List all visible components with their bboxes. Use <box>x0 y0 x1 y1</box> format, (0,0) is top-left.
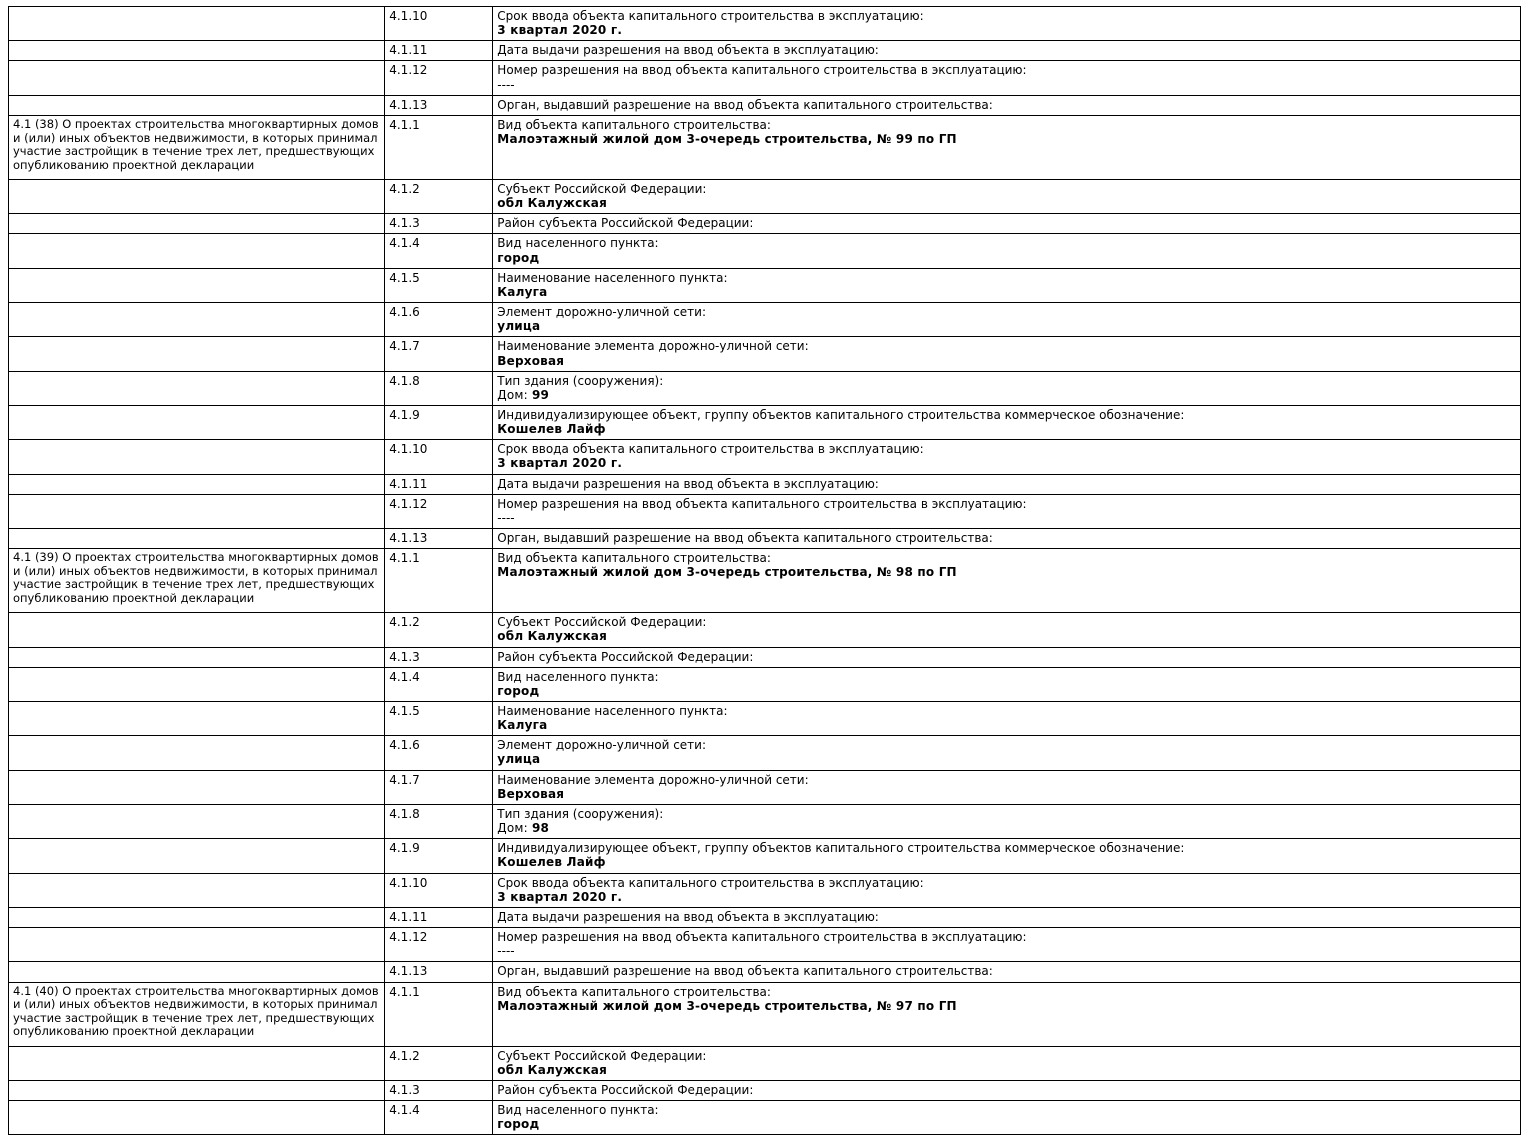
section-cell: 4.1 (40) О проектах строительства многоквартирных домов и (или) иных объектов недвижимости, в которых принимал участие застройщик в течение трех лет, предшествующих опубликованию проектной декларации <box>9 982 385 1046</box>
value-cell <box>493 907 1521 927</box>
value-label: Наименование населенного пункта: <box>497 270 728 285</box>
code-cell: 4.1.13 <box>385 962 493 982</box>
value-text: Кошелев Лайф <box>497 855 606 870</box>
value-text <box>497 821 1516 835</box>
value-label: Орган, выдавший разрешение на ввод объекта капитального строительства: <box>497 964 993 979</box>
value-label: Район субъекта Российской Федерации: <box>497 1082 754 1097</box>
value-cell <box>493 115 1521 179</box>
table-row <box>9 907 1521 927</box>
section-cell <box>9 839 385 873</box>
value-label: Срок ввода объекта капитального строительства в эксплуатацию: <box>497 442 924 457</box>
code-cell: 4.1.7 <box>385 770 493 804</box>
table-row <box>9 702 1521 736</box>
value-cell <box>493 474 1521 494</box>
table-row <box>9 268 1521 302</box>
table-row <box>9 337 1521 371</box>
value-cell <box>493 234 1521 268</box>
code-cell: 4.1.4 <box>385 234 493 268</box>
code-cell: 4.1.7 <box>385 337 493 371</box>
section-cell <box>9 647 385 667</box>
declaration-table-body <box>9 7 1521 1135</box>
value-label: Район субъекта Российской Федерации: <box>497 649 754 664</box>
table-row <box>9 962 1521 982</box>
section-cell <box>9 1080 385 1100</box>
value-text <box>497 388 1516 402</box>
value-cell <box>493 337 1521 371</box>
code-cell: 4.1.12 <box>385 61 493 95</box>
value-label: Элемент дорожно-уличной сети: <box>497 305 707 320</box>
value-cell <box>493 214 1521 234</box>
value-label: Вид объекта капитального строительства: <box>497 984 771 999</box>
code-cell: 4.1.1 <box>385 115 493 179</box>
code-cell: 4.1.13 <box>385 529 493 549</box>
section-cell <box>9 268 385 302</box>
section-cell <box>9 529 385 549</box>
value-cell <box>493 804 1521 838</box>
table-row <box>9 115 1521 179</box>
value-cell <box>493 839 1521 873</box>
value-cell <box>493 7 1521 41</box>
value-label: Орган, выдавший разрешение на ввод объекта капитального строительства: <box>497 97 993 112</box>
declaration-table <box>8 6 1521 1135</box>
value-label: Индивидуализирующее объект, группу объектов капитального строительства коммерческое обозначение: <box>497 407 1185 422</box>
table-row <box>9 549 1521 613</box>
table-row <box>9 804 1521 838</box>
value-cell <box>493 61 1521 95</box>
value-label: Дата выдачи разрешения на ввод объекта в эксплуатацию: <box>497 909 879 924</box>
section-cell <box>9 337 385 371</box>
table-row <box>9 647 1521 667</box>
code-cell: 4.1.3 <box>385 214 493 234</box>
code-cell: 4.1.12 <box>385 928 493 962</box>
code-cell: 4.1.2 <box>385 613 493 647</box>
section-cell <box>9 371 385 405</box>
code-cell: 4.1.12 <box>385 494 493 528</box>
code-cell: 4.1.11 <box>385 907 493 927</box>
value-label: Дата выдачи разрешения на ввод объекта в эксплуатацию: <box>497 43 879 58</box>
value-label: Срок ввода объекта капитального строительства в эксплуатацию: <box>497 875 924 890</box>
section-cell <box>9 702 385 736</box>
value-text: Малоэтажный жилой дом 3-очередь строительства, № 99 по ГП <box>497 132 957 147</box>
value-cell <box>493 1046 1521 1080</box>
table-row <box>9 667 1521 701</box>
code-cell: 4.1.5 <box>385 268 493 302</box>
value-cell <box>493 440 1521 474</box>
value-label: Дата выдачи разрешения на ввод объекта в эксплуатацию: <box>497 476 879 491</box>
value-label: Вид населенного пункта: <box>497 1102 659 1117</box>
table-row <box>9 234 1521 268</box>
value-text: ---- <box>497 77 515 92</box>
table-row <box>9 736 1521 770</box>
section-cell: 4.1 (38) О проектах строительства многоквартирных домов и (или) иных объектов недвижимости, в которых принимал участие застройщик в течение трех лет, предшествующих опубликованию проектной декларации <box>9 115 385 179</box>
value-label: Вид объекта капитального строительства: <box>497 551 771 566</box>
table-row <box>9 179 1521 213</box>
value-text: 3 квартал 2020 г. <box>497 889 623 904</box>
section-cell <box>9 405 385 439</box>
value-label: Район субъекта Российской Федерации: <box>497 216 754 231</box>
value-text: обл Калужская <box>497 196 608 211</box>
value-text: Кошелев Лайф <box>497 422 606 437</box>
section-cell <box>9 494 385 528</box>
table-row <box>9 474 1521 494</box>
table-row <box>9 1046 1521 1080</box>
value-text: Малоэтажный жилой дом 3-очередь строительства, № 97 по ГП <box>497 998 957 1013</box>
value-cell <box>493 736 1521 770</box>
value-label: Вид объекта капитального строительства: <box>497 117 771 132</box>
section-cell: 4.1 (39) О проектах строительства многоквартирных домов и (или) иных объектов недвижимости, в которых принимал участие застройщик в течение трех лет, предшествующих опубликованию проектной декларации <box>9 549 385 613</box>
value-label: Номер разрешения на ввод объекта капитального строительства в эксплуатацию: <box>497 63 1027 78</box>
code-cell: 4.1.8 <box>385 804 493 838</box>
value-label: Тип здания (сооружения): <box>497 806 664 821</box>
section-cell <box>9 61 385 95</box>
value-prefix: Дом: <box>497 387 532 402</box>
value-text: 3 квартал 2020 г. <box>497 456 623 471</box>
section-cell <box>9 667 385 701</box>
value-text: город <box>497 683 540 698</box>
section-cell <box>9 7 385 41</box>
value-label: Номер разрешения на ввод объекта капитального строительства в эксплуатацию: <box>497 496 1027 511</box>
value-label: Орган, выдавший разрешение на ввод объекта капитального строительства: <box>497 531 993 546</box>
value-cell <box>493 1100 1521 1134</box>
code-cell: 4.1.10 <box>385 7 493 41</box>
section-cell <box>9 804 385 838</box>
value-cell <box>493 962 1521 982</box>
code-cell: 4.1.5 <box>385 702 493 736</box>
section-cell <box>9 770 385 804</box>
code-cell: 4.1.9 <box>385 839 493 873</box>
table-row <box>9 7 1521 41</box>
value-text: город <box>497 1117 540 1132</box>
table-row <box>9 839 1521 873</box>
table-row <box>9 371 1521 405</box>
code-cell: 4.1.6 <box>385 736 493 770</box>
table-row <box>9 1080 1521 1100</box>
value-cell <box>493 549 1521 613</box>
table-row <box>9 440 1521 474</box>
section-cell <box>9 873 385 907</box>
section-cell <box>9 962 385 982</box>
value-text: улица <box>497 319 541 334</box>
value-text: ---- <box>497 510 515 525</box>
value-label: Срок ввода объекта капитального строительства в эксплуатацию: <box>497 9 924 23</box>
table-row <box>9 41 1521 61</box>
table-row <box>9 613 1521 647</box>
code-cell: 4.1.4 <box>385 1100 493 1134</box>
code-cell: 4.1.9 <box>385 405 493 439</box>
table-row <box>9 873 1521 907</box>
value-cell <box>493 405 1521 439</box>
value-text: Малоэтажный жилой дом 3-очередь строительства, № 98 по ГП <box>497 565 957 580</box>
value-text: город <box>497 250 540 265</box>
section-cell <box>9 41 385 61</box>
code-cell: 4.1.11 <box>385 474 493 494</box>
value-text: Верховая <box>497 353 565 368</box>
value-prefix: Дом: <box>497 821 532 836</box>
table-row <box>9 770 1521 804</box>
table-row <box>9 95 1521 115</box>
code-cell: 4.1.3 <box>385 1080 493 1100</box>
value-label: Номер разрешения на ввод объекта капитального строительства в эксплуатацию: <box>497 930 1027 945</box>
section-cell <box>9 303 385 337</box>
value-cell <box>493 95 1521 115</box>
value-text: 3 квартал 2020 г. <box>497 23 623 38</box>
section-cell <box>9 613 385 647</box>
section-cell <box>9 179 385 213</box>
value-label: Вид населенного пункта: <box>497 236 659 251</box>
table-row <box>9 214 1521 234</box>
value-cell <box>493 928 1521 962</box>
value-cell <box>493 41 1521 61</box>
code-cell: 4.1.11 <box>385 41 493 61</box>
value-label: Индивидуализирующее объект, группу объектов капитального строительства коммерческое обозначение: <box>497 841 1185 856</box>
table-row <box>9 303 1521 337</box>
code-cell: 4.1.2 <box>385 1046 493 1080</box>
code-cell: 4.1.1 <box>385 549 493 613</box>
value-cell <box>493 982 1521 1046</box>
value-text: Калуга <box>497 718 548 733</box>
value-text: улица <box>497 752 541 767</box>
section-cell <box>9 440 385 474</box>
value-cell <box>493 1080 1521 1100</box>
code-cell: 4.1.3 <box>385 647 493 667</box>
section-cell <box>9 95 385 115</box>
section-cell <box>9 474 385 494</box>
value-text: ---- <box>497 944 515 959</box>
table-row <box>9 982 1521 1046</box>
value-cell <box>493 873 1521 907</box>
value-cell <box>493 702 1521 736</box>
value-number: 99 <box>531 387 550 402</box>
table-row <box>9 405 1521 439</box>
code-cell: 4.1.10 <box>385 440 493 474</box>
value-cell <box>493 179 1521 213</box>
value-label: Субъект Российской Федерации: <box>497 1048 707 1063</box>
section-cell <box>9 214 385 234</box>
value-label: Наименование элемента дорожно-уличной сети: <box>497 772 809 787</box>
value-cell <box>493 647 1521 667</box>
table-row <box>9 1100 1521 1134</box>
section-cell <box>9 1100 385 1134</box>
code-cell: 4.1.13 <box>385 95 493 115</box>
section-cell <box>9 907 385 927</box>
value-text: Калуга <box>497 284 548 299</box>
code-cell: 4.1.10 <box>385 873 493 907</box>
section-cell <box>9 928 385 962</box>
value-label: Элемент дорожно-уличной сети: <box>497 738 707 753</box>
value-cell <box>493 667 1521 701</box>
code-cell: 4.1.6 <box>385 303 493 337</box>
table-row <box>9 494 1521 528</box>
value-text: обл Калужская <box>497 1062 608 1077</box>
value-cell <box>493 613 1521 647</box>
value-cell <box>493 529 1521 549</box>
value-label: Вид населенного пункта: <box>497 669 659 684</box>
value-label: Наименование населенного пункта: <box>497 704 728 718</box>
value-text: обл Калужская <box>497 629 608 644</box>
code-cell: 4.1.1 <box>385 982 493 1046</box>
value-cell <box>493 770 1521 804</box>
table-row <box>9 529 1521 549</box>
value-label: Наименование элемента дорожно-уличной сети: <box>497 339 809 354</box>
value-label: Тип здания (сооружения): <box>497 373 664 388</box>
value-cell <box>493 494 1521 528</box>
section-cell <box>9 234 385 268</box>
value-cell <box>493 268 1521 302</box>
value-number: 98 <box>531 821 550 836</box>
code-cell: 4.1.4 <box>385 667 493 701</box>
section-cell <box>9 736 385 770</box>
table-row <box>9 61 1521 95</box>
value-label: Субъект Российской Федерации: <box>497 181 707 196</box>
table-row <box>9 928 1521 962</box>
value-text: Верховая <box>497 786 565 801</box>
code-cell: 4.1.8 <box>385 371 493 405</box>
section-cell <box>9 1046 385 1080</box>
code-cell: 4.1.2 <box>385 179 493 213</box>
value-label: Субъект Российской Федерации: <box>497 615 707 630</box>
value-cell <box>493 303 1521 337</box>
value-cell <box>493 371 1521 405</box>
